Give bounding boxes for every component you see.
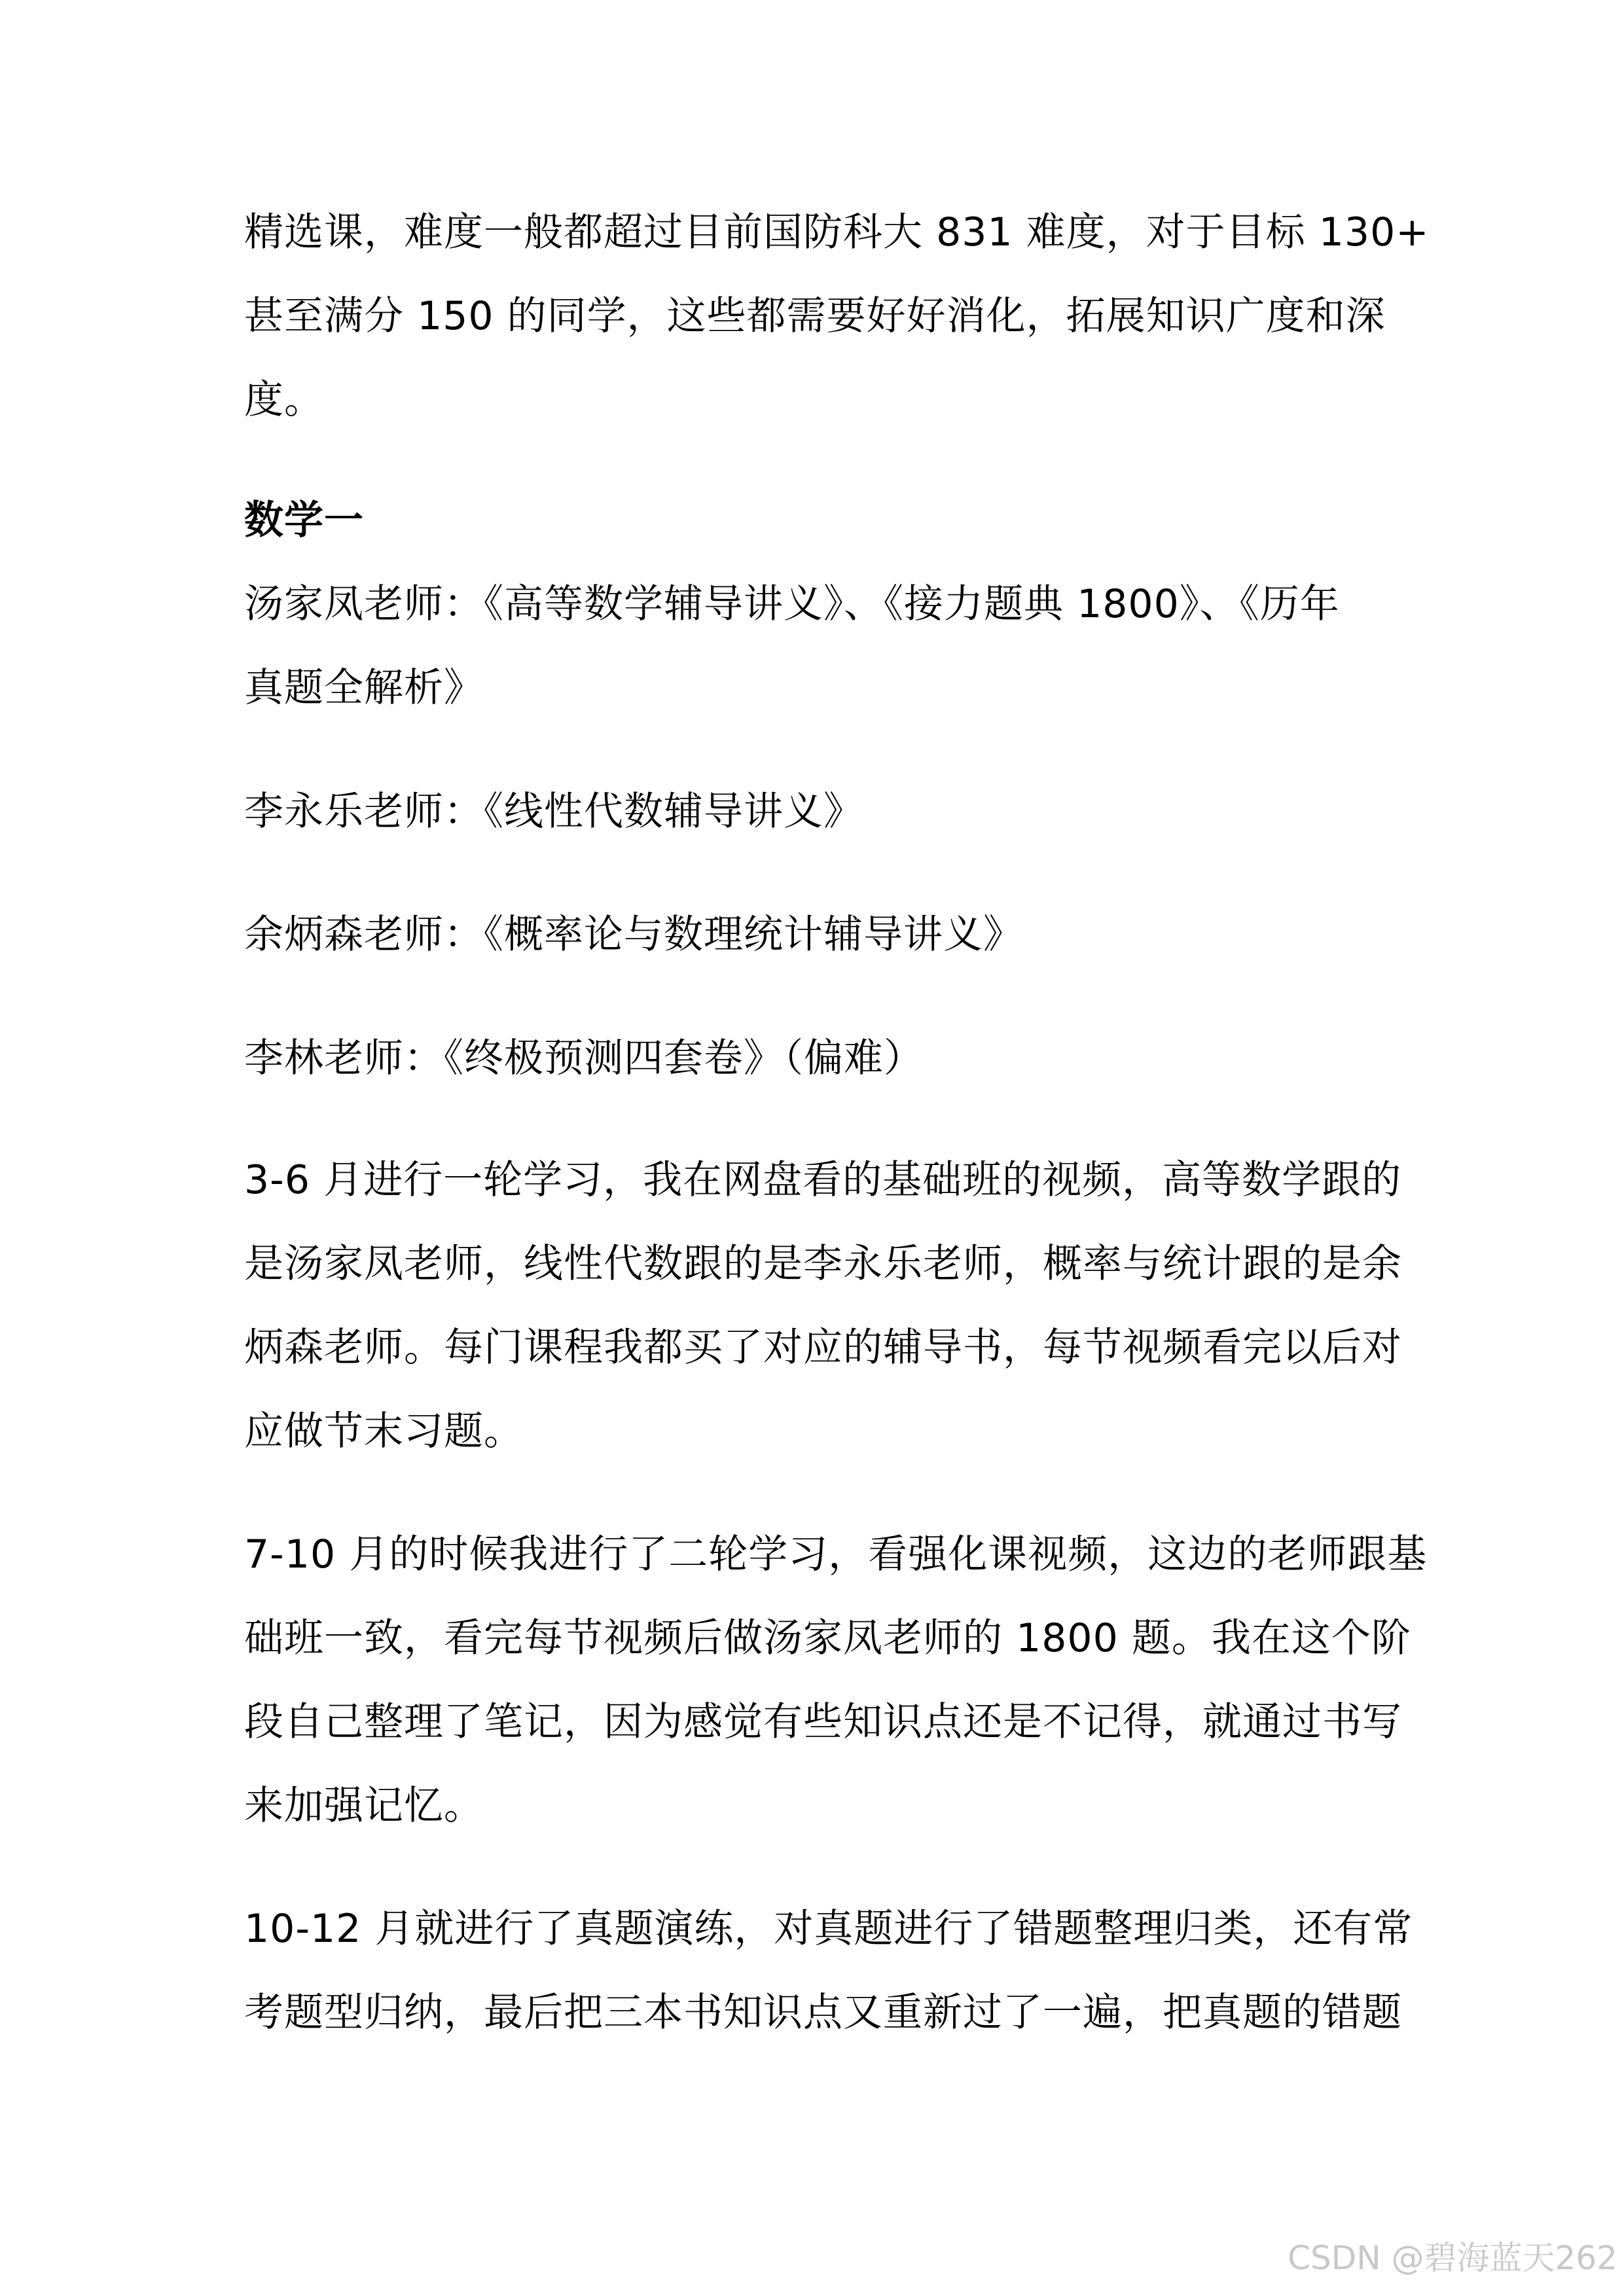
csdn-watermark: CSDN @碧海蓝天262 (1288, 2239, 1617, 2277)
paragraph-line: 炳森老师。每门课程我都买了对应的辅导书，每节视频看完以后对 (244, 1325, 1402, 1371)
intro-line-2: 甚至满分 150 的同学，这些都需要好好消化，拓展知识广度和深 (244, 293, 1386, 339)
section-heading: 数学一 (244, 497, 364, 543)
paragraph-line: 考题型归纳，最后把三本书知识点又重新过了一遍，把真题的错题 (244, 1990, 1402, 2036)
book-item-line: 真题全解析》 (244, 665, 484, 711)
book-item-line: 李永乐老师：《线性代数辅导讲义》 (244, 789, 863, 834)
book-item-line: 余炳森老师：《概率论与数理统计辅导讲义》 (244, 912, 1023, 958)
paragraph-line: 来加强记忆。 (244, 1783, 484, 1829)
paragraph-line: 7-10 月的时候我进行了二轮学习，看强化课视频，这边的老师跟基 (244, 1532, 1428, 1577)
book-item-line: 汤家凤老师：《高等数学辅导讲义》、《接力题典 1800》、《历年 (244, 581, 1340, 627)
paragraph-line: 础班一致，看完每节视频后做汤家凤老师的 1800 题。我在这个阶 (244, 1615, 1411, 1661)
paragraph-line: 3-6 月进行一轮学习，我在网盘看的基础班的视频，高等数学跟的 (244, 1157, 1402, 1203)
intro-line-3: 度。 (244, 377, 324, 423)
paragraph-line: 10-12 月就进行了真题演练，对真题进行了错题整理归类，还有常 (244, 1906, 1413, 1952)
paragraph-line: 段自己整理了笔记，因为感觉有些知识点还是不记得，就通过书写 (244, 1699, 1402, 1745)
intro-line-1: 精选课，难度一般都超过目前国防科大 831 难度，对于目标 130+ (244, 209, 1430, 255)
book-item-line: 李林老师：《终极预测四套卷》（偏难） (244, 1035, 924, 1081)
paragraph-line: 应做节末习题。 (244, 1408, 524, 1454)
paragraph-line: 是汤家凤老师，线性代数跟的是李永乐老师，概率与统计跟的是余 (244, 1241, 1402, 1287)
